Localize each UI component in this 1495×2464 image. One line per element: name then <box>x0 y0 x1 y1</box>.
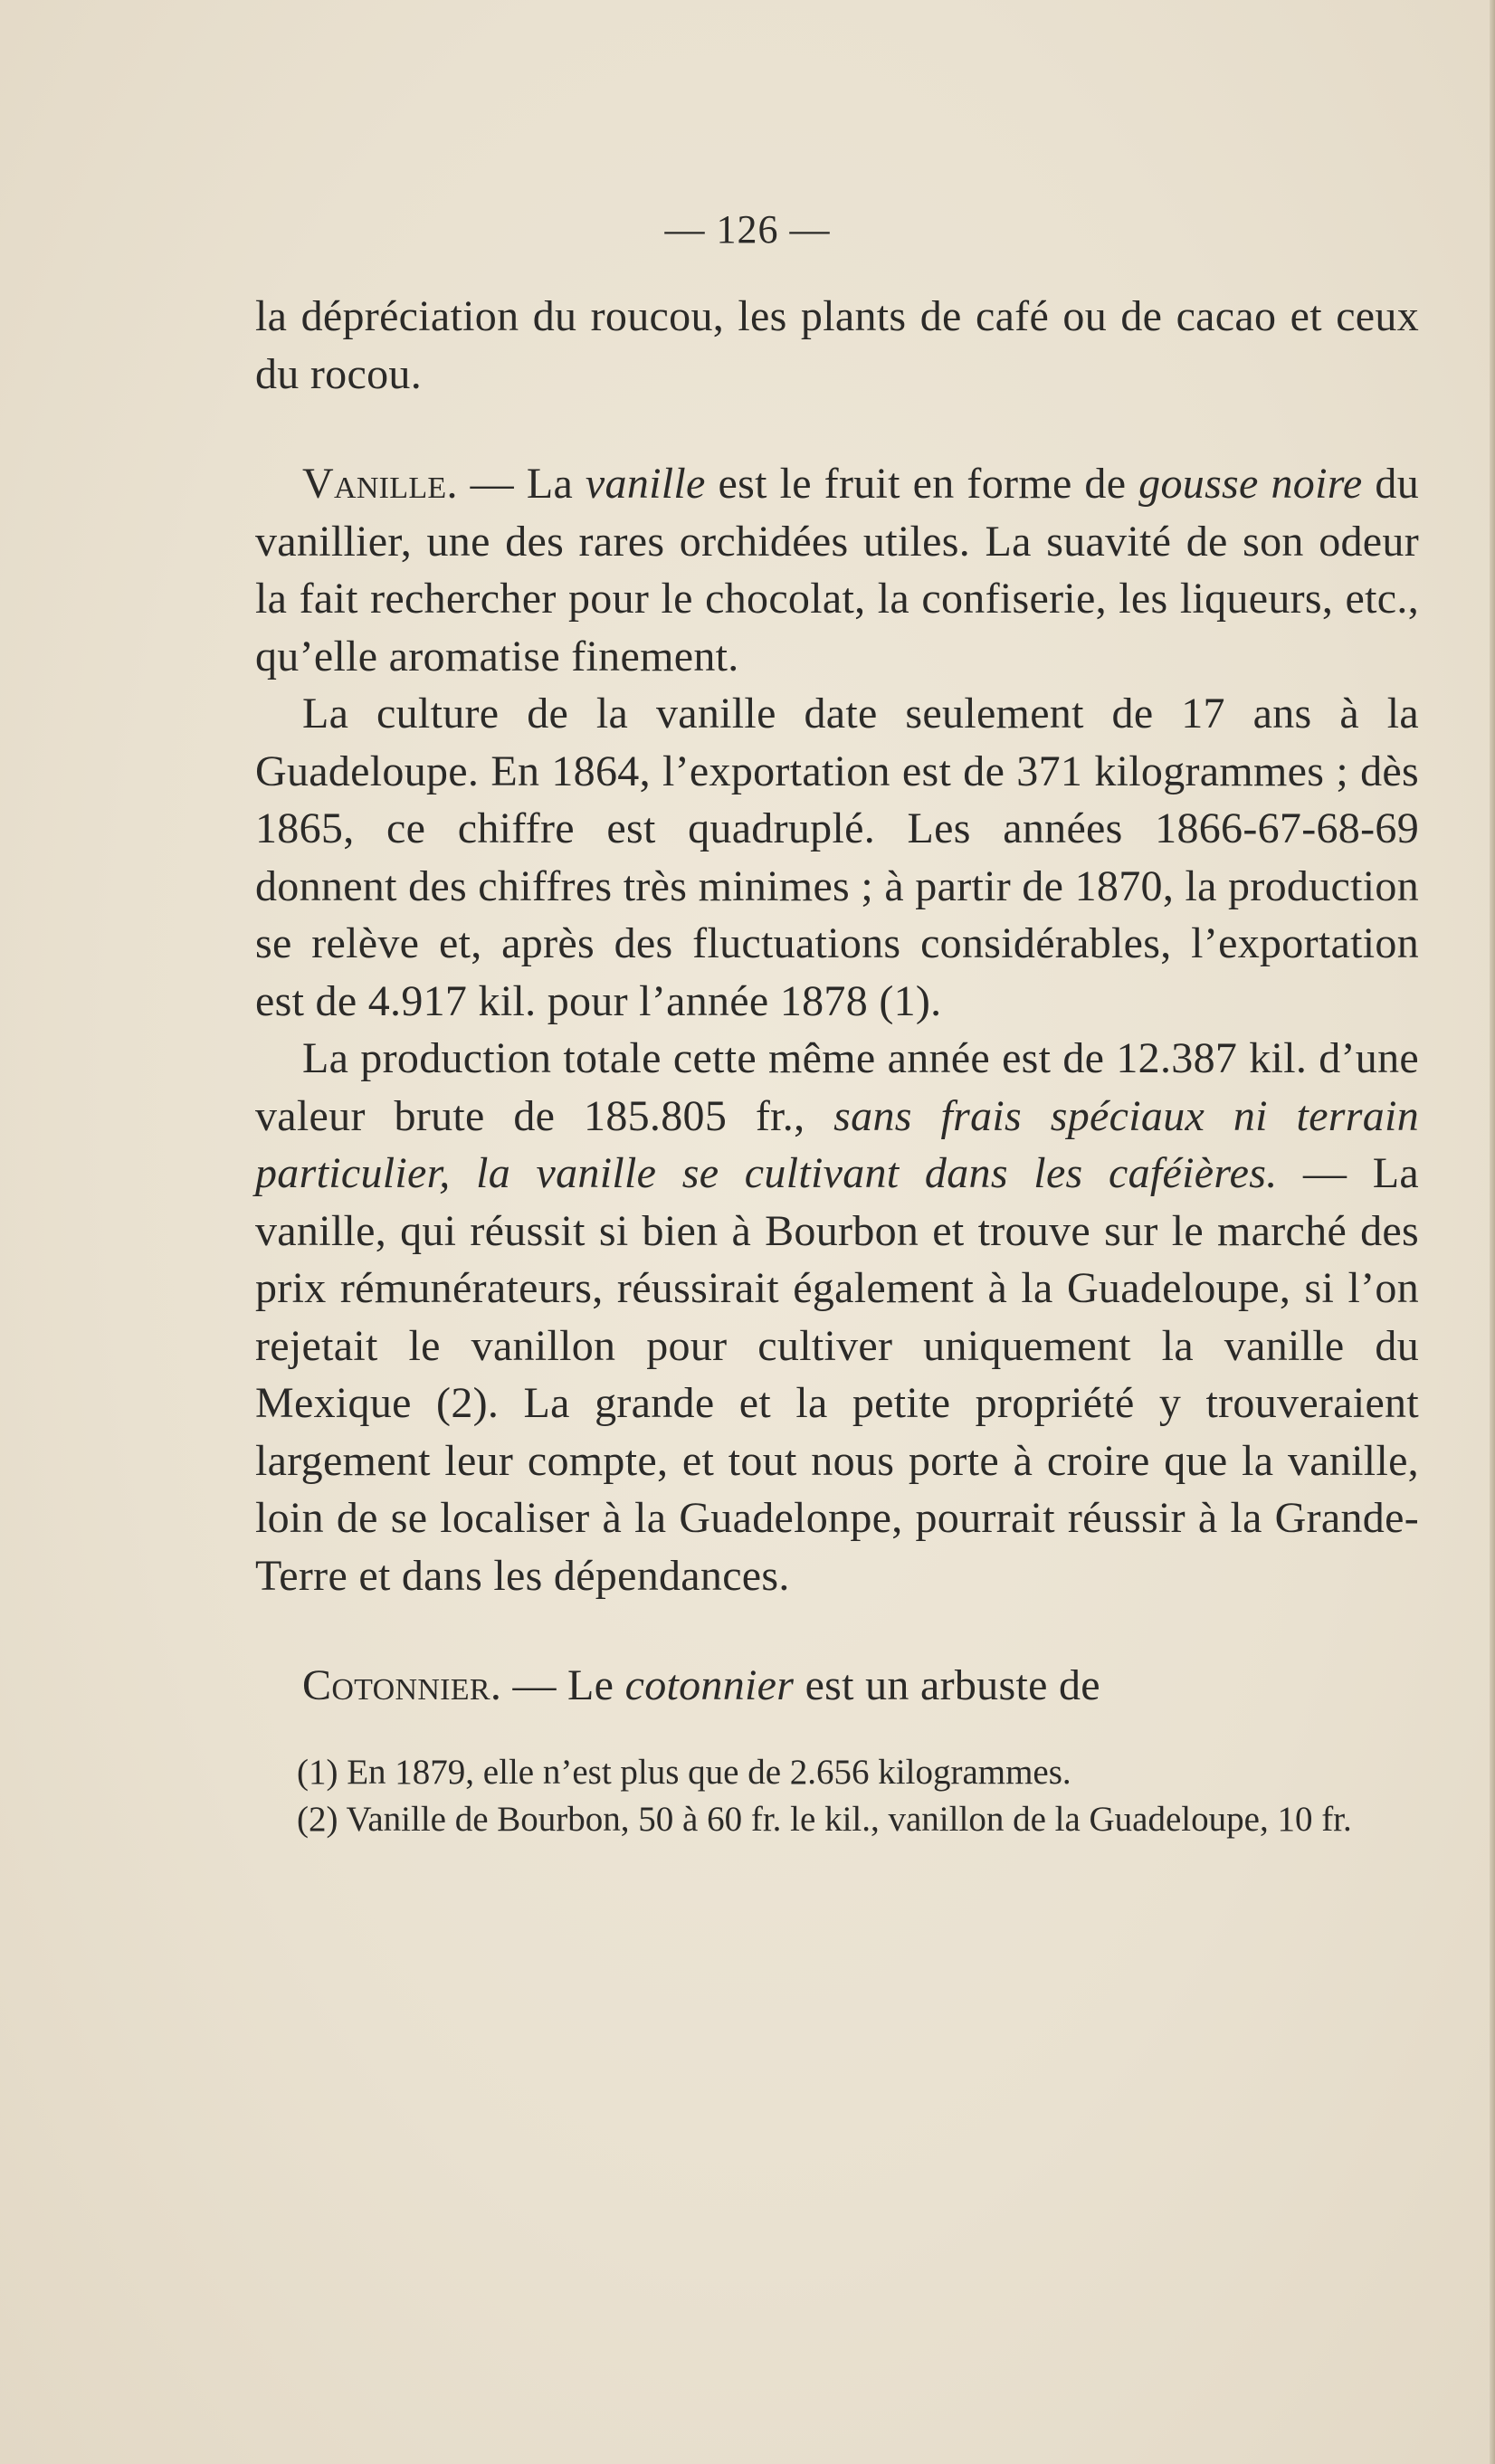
page-number: — 126 — <box>664 207 831 252</box>
footnote-2: (2) Vanille de Bourbon, 50 à 60 fr. le kil., vanillon de la Guadeloupe, 10 fr. <box>297 1799 1352 1839</box>
italic-term: cotonnier <box>624 1661 795 1709</box>
paragraph-vanille <box>255 455 1419 685</box>
italic-term: gousse noire <box>1138 460 1363 508</box>
paragraph-cotonnier <box>255 1657 1419 1715</box>
paragraph-continuation: la dépréciation du roucou, les plants de café ou de cacao et ceux du rocou. <box>255 292 1419 398</box>
text-run: La production totale cette même année est de 12.387 kil. d’une valeur brute de 185.805 fr., <box>255 1034 1419 1140</box>
page-edge-shadow <box>1490 0 1495 2464</box>
text-run: est un arbuste de <box>794 1661 1100 1709</box>
footnotes <box>255 1749 1419 1843</box>
section-heading-cotonnier: Cotonnier. <box>302 1661 502 1709</box>
section-heading-vanille: Vanille. <box>302 460 458 508</box>
italic-phrase: sans frais spéciaux ni terrain particulier, la vanille se cultivant dans les caféières. <box>255 1091 1419 1197</box>
text-run: — La <box>457 460 586 508</box>
paragraph-production <box>255 1030 1419 1604</box>
text-run: — La vanille, qui réussit si bien à Bourbon et trouve sur le marché des prix rémunérateurs, réussirait également à la Guadeloupe, si l’on rejetait le vanillon pour cultiver uniquement la vanille du Mexique (2). La grande et la petite propriété y trouveraient largement leur compte, et tout nous porte à croire que la vanille, loin de se localiser à la Guadelonpe, pourrait réussir à la Grande-Terre et dans les dépendances. <box>255 1149 1420 1600</box>
text-run: est le fruit en forme de <box>705 460 1139 508</box>
footnote-1: (1) En 1879, elle n’est plus que de 2.656 kilogrammes. <box>297 1752 1071 1792</box>
italic-term: vanille <box>585 460 706 508</box>
text-run: du vanillier, une des rares orchidées utiles. La suavité de son odeur la fait rechercher pour le chocolat, la confiserie, les liqueurs, etc., qu’elle aromatise finement. <box>255 460 1420 680</box>
text-column <box>255 288 1419 1843</box>
main-text <box>255 288 1419 1715</box>
text-run: — Le <box>501 1661 625 1709</box>
paragraph-culture: La culture de la vanille date seulement de 17 ans à la Guadeloupe. En 1864, l’exportation est de 371 kilogrammes ; dès 1865, ce chiffre est quadruplé. Les années 1866-67-68-69 donnent des chiffres très minimes ; à partir de 1870, la production se relève et, après des fluctuations considérables, l’exportation est de 4.917 kil. pour l’année 1878 (1). <box>255 690 1419 1025</box>
